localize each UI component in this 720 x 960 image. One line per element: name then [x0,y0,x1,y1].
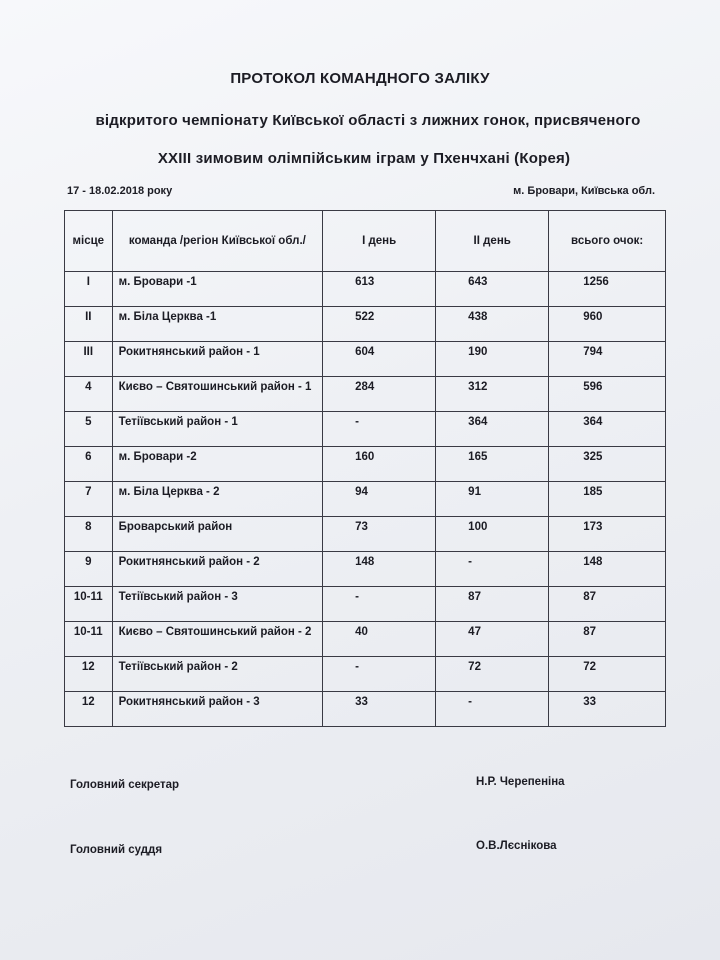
cell-total: 148 [549,552,666,587]
table-row [65,692,666,727]
cell-day2: 165 [436,447,549,482]
cell-total: 325 [549,447,666,482]
cell-team: Рокитнянський район - 3 [112,692,323,727]
cell-day2: 364 [436,412,549,447]
cell-total: 185 [549,482,666,517]
cell-day2: 91 [436,482,549,517]
table-row [65,517,666,552]
table-row [65,377,666,412]
cell-day2: 100 [436,517,549,552]
cell-team: Тетіївський район - 2 [112,657,323,692]
cell-team: м. Біла Церква -1 [112,307,323,342]
cell-total: 72 [549,657,666,692]
column-header-total: всього очок: [549,211,666,272]
cell-place: 9 [65,552,113,587]
cell-place: 5 [65,412,113,447]
event-location: м. Бровари, Київська обл. [513,185,655,197]
column-header-team: команда /регіон Київської обл./ [112,211,323,272]
cell-place: 8 [65,517,113,552]
judge-role: Головний суддя [70,844,163,856]
cell-place: 12 [65,692,113,727]
table-row [65,552,666,587]
cell-day2: 312 [436,377,549,412]
cell-total: 87 [549,622,666,657]
cell-day1: 40 [323,622,436,657]
cell-day2: 72 [436,657,549,692]
cell-team: Києво – Святошинський район - 1 [112,377,323,412]
table-row [65,272,666,307]
cell-place: ІІІ [65,342,113,377]
table-row [65,342,666,377]
cell-day1: - [323,587,436,622]
cell-day2: 643 [436,272,549,307]
column-header-place: місце [65,211,113,272]
cell-day2: 87 [436,587,549,622]
cell-day1: 148 [323,552,436,587]
cell-day1: 604 [323,342,436,377]
cell-place: 10-11 [65,587,113,622]
cell-total: 794 [549,342,666,377]
cell-place: 10-11 [65,622,113,657]
secretary-role: Головний секретар [70,779,180,791]
document-subtitle-line2: XXIII зимовим олімпійським іграм у Пхенчхані (Корея) [157,150,571,167]
cell-team: Тетіївський район - 1 [112,412,323,447]
table-header-row [65,211,666,272]
table-row [65,482,666,517]
cell-day2: - [436,692,549,727]
cell-day2: - [436,552,549,587]
cell-day1: 613 [323,272,436,307]
cell-day1: - [323,412,436,447]
cell-day2: 438 [436,307,549,342]
table-row [65,447,666,482]
results-table [64,210,666,727]
cell-team: Києво – Святошинський район - 2 [112,622,323,657]
cell-place: 4 [65,377,113,412]
cell-total: 960 [549,307,666,342]
cell-team: м. Біла Церква - 2 [112,482,323,517]
cell-total: 173 [549,517,666,552]
document-subtitle-line1: відкритого чемпіонату Київської області з лижних гонок, присвяченого [95,112,641,129]
cell-total: 33 [549,692,666,727]
cell-place: ІІ [65,307,113,342]
cell-day2: 190 [436,342,549,377]
cell-place: 12 [65,657,113,692]
cell-total: 364 [549,412,666,447]
cell-total: 1256 [549,272,666,307]
cell-team: Тетіївський район - 3 [112,587,323,622]
table-row [65,412,666,447]
cell-day1: 33 [323,692,436,727]
cell-total: 596 [549,377,666,412]
document-title: ПРОТОКОЛ КОМАНДНОГО ЗАЛІКУ [230,70,490,87]
cell-day1: 284 [323,377,436,412]
column-header-day2: ІІ день [436,211,549,272]
cell-day1: - [323,657,436,692]
cell-day1: 522 [323,307,436,342]
cell-team: Рокитнянський район - 2 [112,552,323,587]
table-row [65,307,666,342]
secretary-name: Н.Р. Черепеніна [476,776,565,788]
table-row [65,587,666,622]
cell-place: І [65,272,113,307]
cell-team: м. Бровари -2 [112,447,323,482]
cell-team: м. Бровари -1 [112,272,323,307]
cell-place: 6 [65,447,113,482]
table-row [65,657,666,692]
cell-total: 87 [549,587,666,622]
cell-place: 7 [65,482,113,517]
cell-day1: 73 [323,517,436,552]
table-row [65,622,666,657]
cell-day1: 94 [323,482,436,517]
cell-team: Броварський район [112,517,323,552]
cell-team: Рокитнянський район - 1 [112,342,323,377]
cell-day1: 160 [323,447,436,482]
judge-name: О.В.Лєснікова [476,840,557,852]
event-dates: 17 - 18.02.2018 року [67,185,173,197]
cell-day2: 47 [436,622,549,657]
column-header-day1: І день [323,211,436,272]
